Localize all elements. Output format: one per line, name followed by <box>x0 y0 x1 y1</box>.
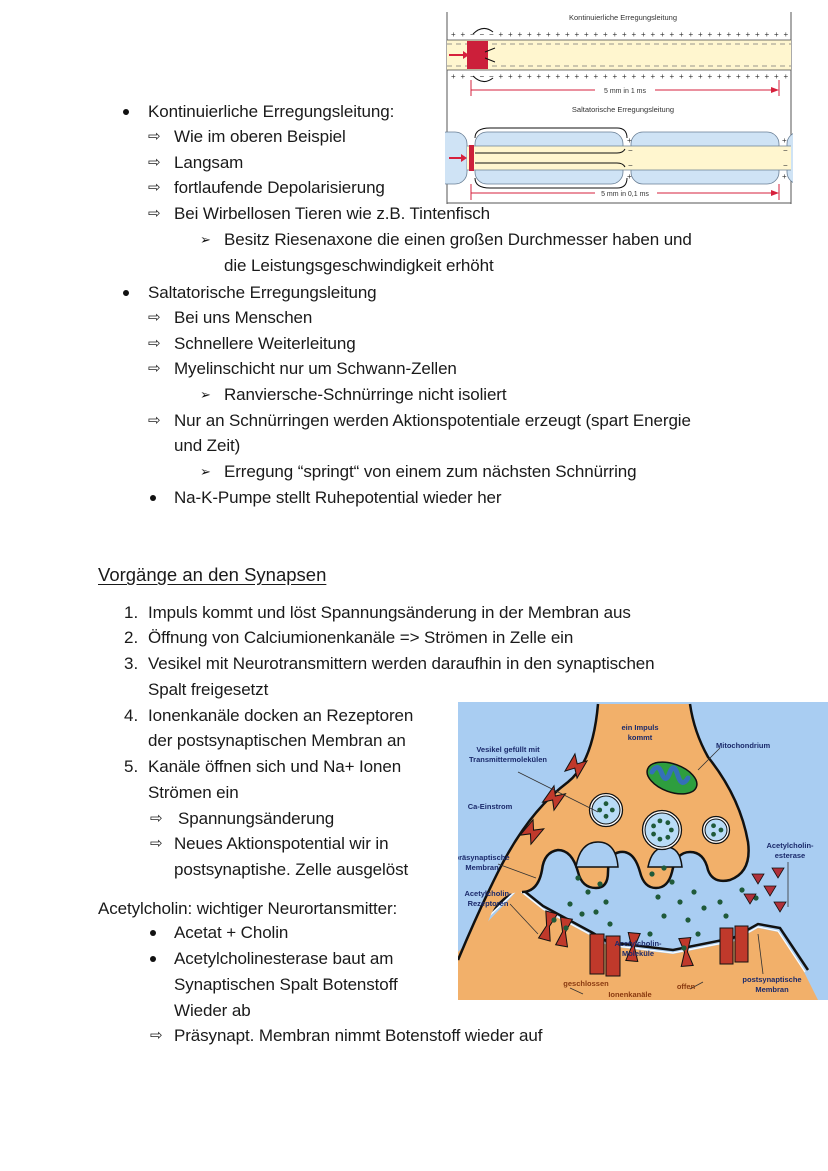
arrow-icon: ⇨ <box>148 309 161 326</box>
continuous-point: Bei Wirbellosen Tieren wie z.B. Tintenfisch <box>174 204 491 223</box>
charge-sign: + <box>660 72 665 81</box>
saltatory-point: Schnellere Weiterleitung <box>174 334 356 353</box>
acetylcholine-molecule <box>701 905 706 910</box>
step-text: Impuls kommt und löst Spannungsänderung in der Membran aus <box>148 603 631 622</box>
label-receptors: Acetylcholin- <box>464 889 512 898</box>
continuous-title: Kontinuierliche Erregungsleitung: <box>148 102 395 121</box>
charge-sign: + <box>460 72 466 81</box>
charge-sign: + <box>451 30 456 39</box>
charge-sign: + <box>698 30 703 39</box>
bullet-icon <box>123 109 129 115</box>
charge-sign: + <box>536 30 542 39</box>
charge-sign: + <box>527 72 532 81</box>
bullet-icon <box>150 930 156 936</box>
step-number: 1. <box>124 603 139 622</box>
acetylcholine-molecule <box>661 913 666 918</box>
svg-text:+: + <box>627 136 632 145</box>
charge-sign: + <box>498 30 504 39</box>
pump-point: Na-K-Pumpe stellt Ruhepotential wieder her <box>174 488 502 507</box>
charge-sign: + <box>726 30 732 39</box>
acetylcholin-arrow-point: Präsynapt. Membran nimmt Botenstoff wieder auf <box>174 1026 543 1045</box>
arrow-icon: ⇨ <box>150 810 163 827</box>
arrow-icon: ⇨ <box>148 360 161 377</box>
acetylcholine-molecule <box>655 894 660 899</box>
step-number: 3. <box>124 654 139 673</box>
charge-sign: + <box>584 72 589 81</box>
step-text: Vesikel mit Neurotransmittern werden daraufhin in den synaptischen <box>148 654 655 673</box>
charge-sign: − <box>489 72 494 81</box>
step5-point-cont: postsynaptishe. Zelle ausgelöst <box>174 860 409 879</box>
arrow-icon: ⇨ <box>148 205 161 222</box>
acetylcholine-molecule <box>717 899 722 904</box>
charge-sign: + <box>717 72 722 81</box>
svg-text:+: + <box>782 172 787 181</box>
charge-sign: − <box>470 30 475 39</box>
label-open: offen <box>676 982 696 991</box>
charge-sign: + <box>755 72 760 81</box>
continuous-subpoint: Besitz Riesenaxone die einen großen Durchmesser haben und <box>224 230 692 249</box>
charge-sign: + <box>517 72 523 81</box>
ion-channel-block <box>720 928 733 964</box>
acetylcholin-bullet: Acetat + Cholin <box>174 923 289 942</box>
acetylcholine-molecule <box>607 921 612 926</box>
label-presynaptic: präsynaptische <box>458 853 510 862</box>
charge-sign: + <box>546 72 551 81</box>
step-number: 2. <box>124 628 139 647</box>
charge-sign: − <box>470 72 475 81</box>
charge-sign: + <box>783 72 789 81</box>
charge-sign: + <box>745 30 751 39</box>
acetylcholine-molecule <box>585 889 590 894</box>
acetylcholine-molecule <box>695 931 700 936</box>
label-postsynaptic: postsynaptische <box>742 975 802 984</box>
continuous-point: fortlaufende Depolarisierung <box>174 178 385 197</box>
charge-sign: + <box>764 30 770 39</box>
bullet-icon <box>150 495 156 501</box>
triangle-bullet-icon: ➢ <box>200 232 211 247</box>
acetylcholine-molecule <box>603 899 608 904</box>
charge-sign: + <box>593 72 599 81</box>
acetylcholine-molecule <box>649 871 654 876</box>
saltatory-point: Nur an Schnürringen werden Aktionspotentiale erzeugt (spart Energie <box>174 411 691 430</box>
acetylcholine-molecule <box>677 899 682 904</box>
bullet-icon <box>150 956 156 962</box>
charge-sign: + <box>546 30 551 39</box>
charge-sign: + <box>764 72 770 81</box>
saltatory-subpoint: Ranviersche-Schnürringe nicht isoliert <box>224 385 507 404</box>
charge-sign: + <box>508 72 513 81</box>
step5-point: Spannungsänderung <box>178 809 335 828</box>
step5-point: Neues Aktionspotential wir in <box>174 834 389 853</box>
charge-sign: + <box>631 30 637 39</box>
charge-sign: + <box>622 30 627 39</box>
charge-sign: + <box>584 30 589 39</box>
svg-text:−: − <box>628 161 633 170</box>
acetylcholine-molecule <box>579 911 584 916</box>
synapse-figure <box>458 702 828 1000</box>
conduction-diagram <box>445 8 793 204</box>
label-postsynaptic-2: Membran <box>755 985 789 994</box>
arrow-icon: ⇨ <box>150 1027 163 1044</box>
charge-sign: + <box>650 30 656 39</box>
charge-sign: + <box>460 30 466 39</box>
charge-sign: + <box>565 30 570 39</box>
acetylcholine-molecule <box>691 889 696 894</box>
charge-sign: + <box>574 72 580 81</box>
acetylcholine-molecule <box>685 917 690 922</box>
charge-sign: + <box>774 72 779 81</box>
acetylcholine-molecule <box>681 945 686 950</box>
acetylcholine-molecule <box>723 913 728 918</box>
charge-sign: + <box>555 30 561 39</box>
charge-sign: + <box>736 30 741 39</box>
step-text: Kanäle öffnen sich und Na+ Ionen <box>148 757 402 776</box>
charge-sign: + <box>612 72 618 81</box>
saltatory-axon <box>445 128 793 188</box>
synapse-diagram <box>458 702 828 1000</box>
svg-text:−: − <box>783 161 788 170</box>
bullet-icon <box>123 290 129 296</box>
charge-sign: + <box>669 72 675 81</box>
continuous-speed-label: 5 mm in 1 ms <box>603 88 647 95</box>
charge-sign: + <box>679 30 684 39</box>
label-receptors-2: Rezeptoren <box>467 899 509 908</box>
saltatory-subpoint: Erregung “springt“ von einem zum nächsten Schnürring <box>224 462 637 481</box>
charge-sign: + <box>565 72 570 81</box>
charge-sign: + <box>688 30 694 39</box>
charge-sign: + <box>660 30 665 39</box>
arrow-icon: ⇨ <box>148 412 161 429</box>
section-heading: Vorgänge an den Synapsen <box>98 564 327 585</box>
charge-sign: + <box>755 30 760 39</box>
step-text-cont: der postsynaptischen Membran an <box>148 731 406 750</box>
charge-sign: + <box>508 30 513 39</box>
charge-sign: − <box>479 30 485 39</box>
acetylcholine-molecule <box>669 879 674 884</box>
saltatory-title: Saltatorische Erregungsleitung <box>571 105 675 114</box>
charge-sign: + <box>679 72 684 81</box>
svg-text:+: + <box>782 136 787 145</box>
charge-sign: + <box>698 72 703 81</box>
label-impulse-2: kommt <box>627 733 653 742</box>
acetylcholin-bullet-cont: Synaptischen Spalt Botenstoff <box>174 975 398 994</box>
acetylcholine-molecule <box>661 865 666 870</box>
charge-sign: + <box>783 30 789 39</box>
acetylcholine-molecule <box>739 887 744 892</box>
step-text: Ionenkanäle docken an Rezeptoren <box>148 706 414 725</box>
label-mitochondrion: Mitochondrium <box>716 741 771 750</box>
label-molecules-2: Moleküle <box>621 949 655 958</box>
label-molecules: Acetylcholin- <box>614 939 662 948</box>
acetylcholine-molecule <box>563 925 568 930</box>
charge-sign: + <box>707 30 713 39</box>
charge-sign: + <box>612 30 618 39</box>
acetylcholine-molecule <box>593 909 598 914</box>
continuous-title: Kontinuierliche Erregungsleitung <box>569 13 677 22</box>
svg-text:−: − <box>783 146 788 155</box>
label-closed: geschlossen <box>563 979 609 988</box>
continuous-subpoint-cont: die Leistungsgeschwindigkeit erhöht <box>224 256 494 275</box>
charge-sign: + <box>451 72 456 81</box>
charge-sign: + <box>736 72 741 81</box>
conduction-figure <box>445 8 793 204</box>
charge-sign: + <box>726 72 732 81</box>
saltatory-speed-label: 5 mm in 0,1 ms <box>601 191 649 198</box>
charge-sign: + <box>622 72 627 81</box>
acetylcholin-bullet: Acetylcholinesterase baut am <box>174 949 394 968</box>
acetylcholin-title: Acetylcholin: wichtiger Neurortansmitter: <box>98 899 398 918</box>
saltatory-point-cont: und Zeit) <box>174 436 241 455</box>
arrow-icon: ⇨ <box>148 179 161 196</box>
label-esterase-2: esterase <box>774 851 806 860</box>
charge-sign: + <box>641 72 646 81</box>
charge-sign: + <box>641 30 646 39</box>
step-text: Öffnung von Calciumionenkanäle => Strömen in Zelle ein <box>148 628 574 647</box>
charge-sign: + <box>688 72 694 81</box>
step-text-cont: Spalt freigesetzt <box>148 680 269 699</box>
svg-text:−: − <box>628 146 633 155</box>
ion-channel-block <box>735 926 748 962</box>
step-number: 5. <box>124 757 139 776</box>
charge-sign: + <box>707 72 713 81</box>
charge-sign: + <box>669 30 675 39</box>
charge-sign: + <box>603 72 608 81</box>
acetylcholin-bullet-cont: Wieder ab <box>174 1001 251 1020</box>
label-vesicle: Vesikel gefüllt mit <box>476 745 540 754</box>
saltatory-title: Saltatorische Erregungsleitung <box>148 283 377 302</box>
acetylcholine-molecule <box>567 901 572 906</box>
charge-sign: + <box>517 30 523 39</box>
charge-sign: + <box>574 30 580 39</box>
arrow-icon: ⇨ <box>148 154 161 171</box>
charge-sign: + <box>650 72 656 81</box>
charge-sign: + <box>774 30 779 39</box>
charge-sign: + <box>603 30 608 39</box>
label-vesicle-2: Transmittermolekülen <box>469 755 547 764</box>
charge-sign: + <box>717 30 722 39</box>
acetylcholine-molecule <box>575 875 580 880</box>
saltatory-point: Myelinschicht nur um Schwann-Zellen <box>174 359 457 378</box>
step-text-cont: Strömen ein <box>148 783 239 802</box>
charge-sign: + <box>593 30 599 39</box>
ion-channel-block <box>590 934 604 974</box>
saltatory-point: Bei uns Menschen <box>174 308 313 327</box>
charge-sign: + <box>536 72 542 81</box>
arrow-icon: ⇨ <box>148 128 161 145</box>
charge-sign: + <box>555 72 561 81</box>
triangle-bullet-icon: ➢ <box>200 387 211 402</box>
arrow-icon: ⇨ <box>150 835 163 852</box>
label-esterase: Acetylcholin- <box>766 841 814 850</box>
charge-sign: + <box>745 72 751 81</box>
arrow-icon: ⇨ <box>148 335 161 352</box>
label-ca-influx: Ca-Einstrom <box>467 802 513 811</box>
charge-sign: + <box>498 72 504 81</box>
acetylcholine-molecule <box>647 931 652 936</box>
acetylcholine-molecule <box>551 917 556 922</box>
label-impulse: ein Impuls <box>621 723 659 732</box>
charge-sign: − <box>489 30 494 39</box>
continuous-point: Wie im oberen Beispiel <box>174 127 346 146</box>
svg-text:+: + <box>627 172 632 181</box>
charge-sign: + <box>631 72 637 81</box>
acetylcholine-molecule <box>597 881 602 886</box>
charge-sign: + <box>527 30 532 39</box>
label-presynaptic-2: Membran <box>465 863 499 872</box>
triangle-bullet-icon: ➢ <box>200 464 211 479</box>
step-number: 4. <box>124 706 139 725</box>
charge-sign: − <box>479 72 485 81</box>
label-ion-channels: Ionenkanäle <box>608 990 652 999</box>
continuous-point: Langsam <box>174 153 244 172</box>
